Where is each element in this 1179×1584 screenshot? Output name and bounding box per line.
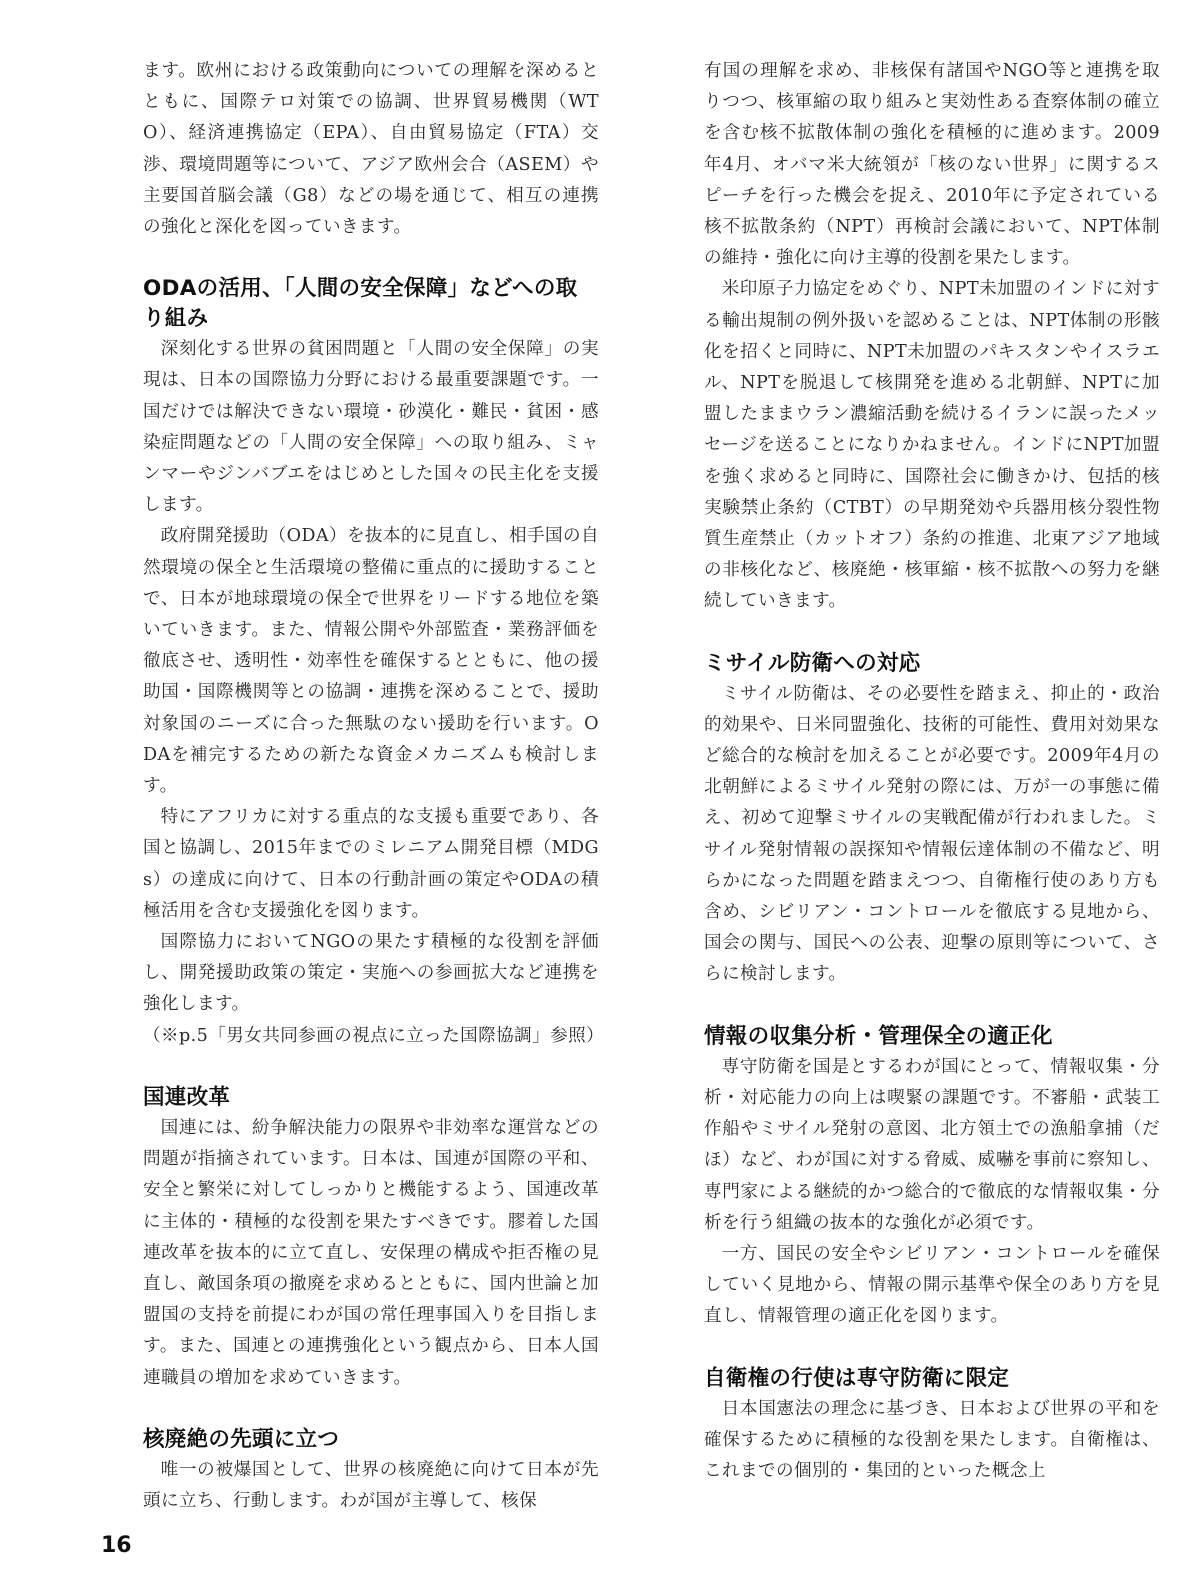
intelligence-paragraph-2: 一方、国民の安全やシビリアン・コントロールを確保していく見地から、情報の開示基準や保全のあり方を見直し、情報管理の適正化を図ります。 bbox=[704, 1243, 1160, 1327]
un-reform-paragraph: 国連には、紛争解決能力の限界や非効率な運営などの問題が指摘されています。日本は、国連が国際の平和、安全と繁栄に対してしっかりと機能するよう、国連改革に主体的・積極的な役割を果たすべきです。膠着した国連改革を抜本的に立て直し、安保理の構成や拒否権の見直し、敵国条項の撤廃を求めるとともに、国内世論と加盟国の支持を前提にわが国の常任理事国入りを目指します。また、国連との連携強化という観点から、日本人国連職員の増加を求めていきます。 bbox=[143, 1117, 599, 1388]
oda-reference-note: （※p.5「男女共同参画の視点に立った国際協調」参照） bbox=[143, 1025, 605, 1046]
oda-paragraph-1: 深刻化する世界の貧困問題と「人間の安全保障」の実現は、日本の国際協力分野における最重要課題です。一国だけでは解決できない環境・砂漠化・難民・貧困・感染症問題などの「人間の安全保障」への取り組み、ミャンマーやジンバブエをはじめとした国々の民主化を支援します。 bbox=[143, 339, 599, 516]
nuclear-paragraph-continued: 有国の理解を求め、非核保有諸国やNGO等と連携を取りつつ、核軍縮の取り組みと実効性ある査察体制の確立を含む核不拡散体制の強化を積極的に進めます。2009年4月、オバマ米大統領が「核のない世界」に関するスピーチを行った機会を捉え、2010年に予定されている核不拡散条約（NPT）再検討会議において、NPT体制の維持・強化に向け主導的役割を果たします。 bbox=[704, 61, 1160, 269]
nuclear-paragraph-start: 唯一の被爆国として、世界の核廃絶に向けて日本が先頭に立ち、行動します。わが国が主導して、核保 bbox=[143, 1459, 599, 1511]
oda-paragraph-3: 特にアフリカに対する重点的な支援も重要であり、各国と協調し、2015年までのミレニアム開発目標（MDGs）の達成に向けて、日本の行動計画の策定やODAの積極活用を含む支援強化を図ります。 bbox=[143, 807, 599, 921]
missile-defense-paragraph: ミサイル防衛は、その必要性を踏まえ、抑止的・政治的効果や、日米同盟強化、技術的可能性、費用対効果など総合的な検討を加えることが必要です。2009年4月の北朝鮮によるミサイル発射の際には、万が一の事態に備え、初めて迎撃ミサイルの実戦配備が行われました。ミサイル発射情報の誤探知や情報伝達体制の不備など、明らかになった問題を踏まえつつ、自衛権行使のあり方も含め、シビリアン・コントロールを徹底する見地から、国会の関与、国民への公表、迎撃の原則等について、さらに検討します。 bbox=[704, 683, 1160, 985]
nuclear-heading: 核廃絶の先頭に立つ bbox=[143, 1426, 340, 1452]
self-defense-paragraph: 日本国憲法の理念に基づき、日本および世界の平和を確保するために積極的な役割を果たします。自衛権は、これまでの個別的・集団的といった概念上 bbox=[704, 1398, 1160, 1481]
right-column bbox=[704, 56, 1160, 1487]
intro-paragraph: ます。欧州における政策動向についての理解を深めるとともに、国際テロ対策での協調、世界貿易機関（WTO）、経済連携協定（EPA）、自由貿易協定（FTA）交渉、環境問題等について、アジア欧州会合（ASEM）や主要国首脳会議（G8）などの場を通じて、相互の連携の強化と深化を図っていきます。 bbox=[143, 61, 599, 238]
intelligence-paragraph-1: 専守防衛を国是とするわが国にとって、情報収集・分析・対応能力の向上は喫緊の課題です。不審船・武装工作船やミサイル発射の意図、北方領土での漁船拿捕（だほ）など、わが国に対する脅威、威嚇を事前に察知し、専門家による継続的かつ総合的で徹底的な情報収集・分析を行う組織の抜本的な強化が必須です。 bbox=[704, 1056, 1160, 1233]
nuclear-paragraph-india: 米印原子力協定をめぐり、NPT未加盟のインドに対する輸出規制の例外扱いを認めることは、NPT体制の形骸化を招くと同時に、NPT未加盟のパキスタンやイスラエル、NPTを脱退して核開発を進める北朝鮮、NPTに加盟したままウラン濃縮活動を続けるイランに誤ったメッセージを送ることになりかねません。インドにNPT加盟を強く求めると同時に、国際社会に働きかけ、包括的核実験禁止条約（CTBT）の早期発効や兵器用核分裂性物質生産禁止（カットオフ）条約の推進、北東アジア地域の非核化など、核廃絶・核軍縮・核不拡散への努力を継続していきます。 bbox=[704, 279, 1160, 612]
oda-paragraph-4: 国際協力においてNGOの果たす積極的な役割を評価し、開発援助政策の策定・実施への参画拡大など連携を強化します。 bbox=[143, 932, 599, 1015]
oda-paragraph-2: 政府開発援助（ODA）を抜本的に見直し、相手国の自然環境の保全と生活環境の整備に重点的に援助することで、日本が地球環境の保全で世界をリードする地位を築いていきます。また、情報公開や外部監査・業務評価を徹底させ、透明性・効率性を確保するとともに、他の援助国・国際機関等との協調・連携を深めることで、援助対象国のニーズに合った無駄のない援助を行います。ODAを補完するための新たな資金メカニズムも検討します。 bbox=[143, 526, 599, 797]
missile-defense-heading: ミサイル防衛への対応 bbox=[704, 650, 921, 676]
page-number: 16 bbox=[101, 1533, 132, 1558]
intelligence-heading: 情報の収集分析・管理保全の適正化 bbox=[704, 1023, 1053, 1049]
left-column bbox=[143, 56, 605, 1517]
oda-heading: ODAの活用、「人間の安全保障」などへの取り組み bbox=[143, 276, 578, 332]
un-reform-heading: 国連改革 bbox=[143, 1084, 231, 1110]
self-defense-heading: 自衛権の行使は専守防衛に限定 bbox=[704, 1365, 1010, 1391]
